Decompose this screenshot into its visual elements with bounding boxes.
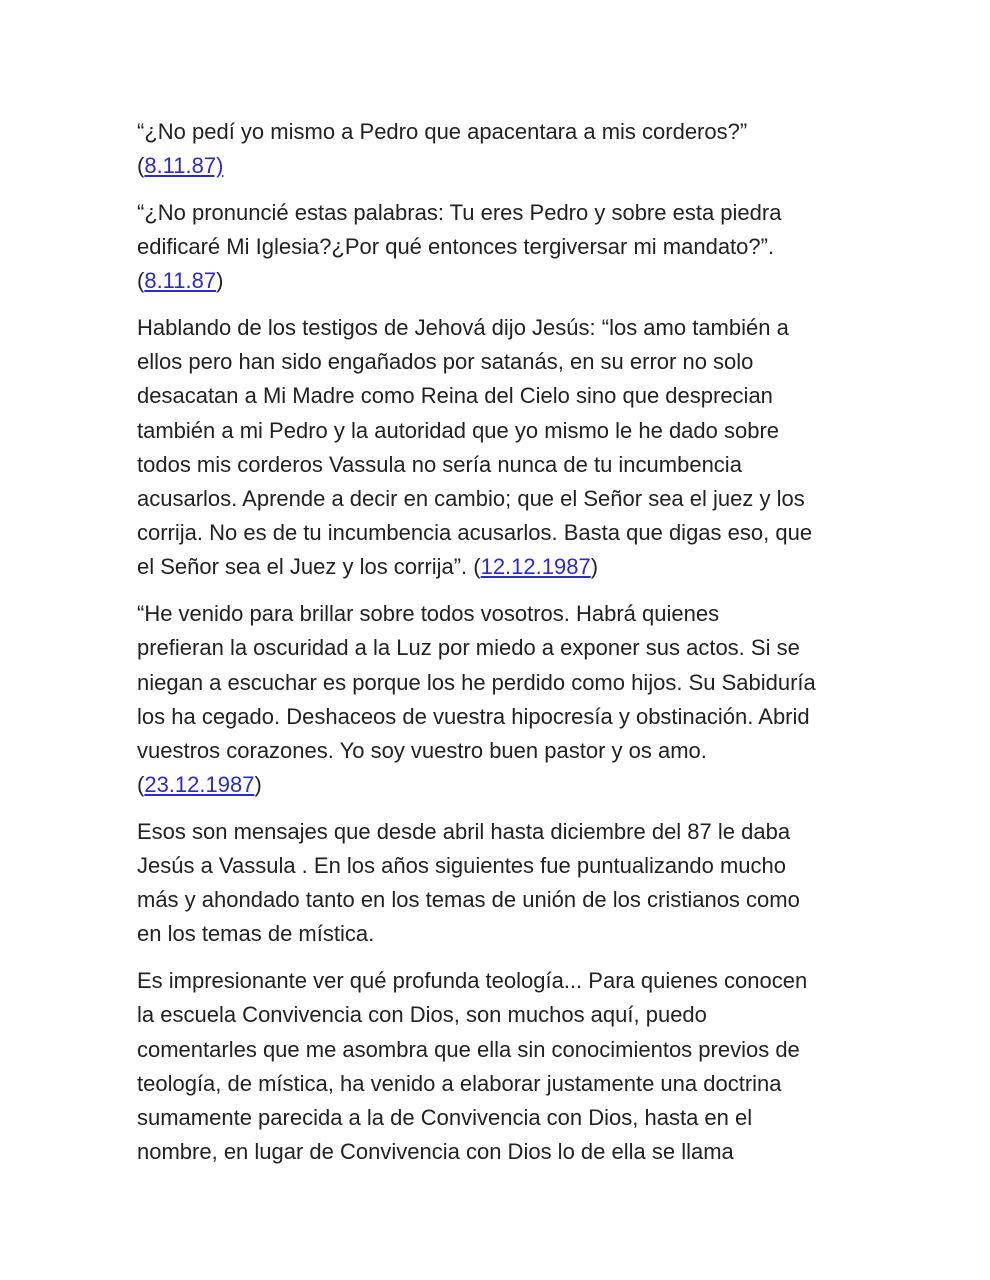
paragraph-text-end: ): [590, 554, 599, 580]
paragraph-text-end: ): [216, 268, 224, 294]
paragraph-text: “¿No pronuncié estas palabras: Tu eres Pedro y sobre esta piedra edificaré Mi Iglesia?¿Por qué entonces tergiversar mi mandato?”. (: [137, 199, 782, 294]
paragraph-text: “¿No pedí yo mismo a Pedro que apacentara a mis corderos?” (: [137, 119, 748, 179]
paragraph-quote-pedro: [137, 115, 857, 183]
paragraph-text: Hablando de los testigos de Jehová dijo Jesús: “los amo también a ellos pero han sido engañados por satanás, en su error no solo desacatan a Mi Madre como Reina del Cielo sino que desprecian también a mi Pedro y la autoridad que yo mismo le he dado sobre todos mis corderos Vassula no sería nunca de tu incumbencia acusarlos. Aprende a decir en cambio; que el Señor sea el juez y los corrija. No es de tu incumbencia acusarlos. Basta que digas eso, que el Señor sea el Juez y los corrija”. (: [137, 315, 813, 580]
paragraph-text-end: ): [254, 772, 262, 798]
date-link[interactable]: 12.12.1987: [480, 554, 591, 580]
paragraph-teologia: [137, 964, 857, 1169]
paragraph-text: Esos son mensajes que desde abril hasta diciembre del 87 le daba Jesús a Vassula . En los años siguientes fue puntualizando mucho más y ahondado tanto en los temas de unión de los cristianos como en los temas de mística.: [137, 818, 800, 947]
paragraph-quote-iglesia: [137, 196, 857, 299]
date-link[interactable]: 8.11.87: [144, 268, 217, 294]
paragraph-mensajes: [137, 815, 857, 952]
paragraph-testigos: [137, 311, 857, 585]
date-link[interactable]: 23.12.1987: [144, 772, 255, 798]
paragraph-text: “He venido para brillar sobre todos vosotros. Habrá quienes prefieran la oscuridad a la Luz por miedo a exponer sus actos. Si se niegan a escuchar es porque los he perdido como hijos. Su Sabiduría los ha cegado. Deshaceos de vuestra hipocresía y obstinación. Abrid vuestros corazones. Yo soy vuestro buen pastor y os amo. (: [137, 601, 816, 798]
paragraph-brillar: [137, 597, 857, 802]
paragraph-text: Es impresionante ver qué profunda teología... Para quienes conocen la escuela Convivencia con Dios, son muchos aquí, puedo comentarles que me asombra que ella sin conocimientos previos de teología, de mística, ha venido a elaborar justamente una doctrina sumamente parecida a la de Convivencia con Dios, hasta en el nombre, en lugar de Convivencia con Dios lo de ella se llama: [137, 968, 808, 1165]
document-page: [137, 115, 857, 1182]
date-link[interactable]: 8.11.87): [144, 153, 224, 179]
